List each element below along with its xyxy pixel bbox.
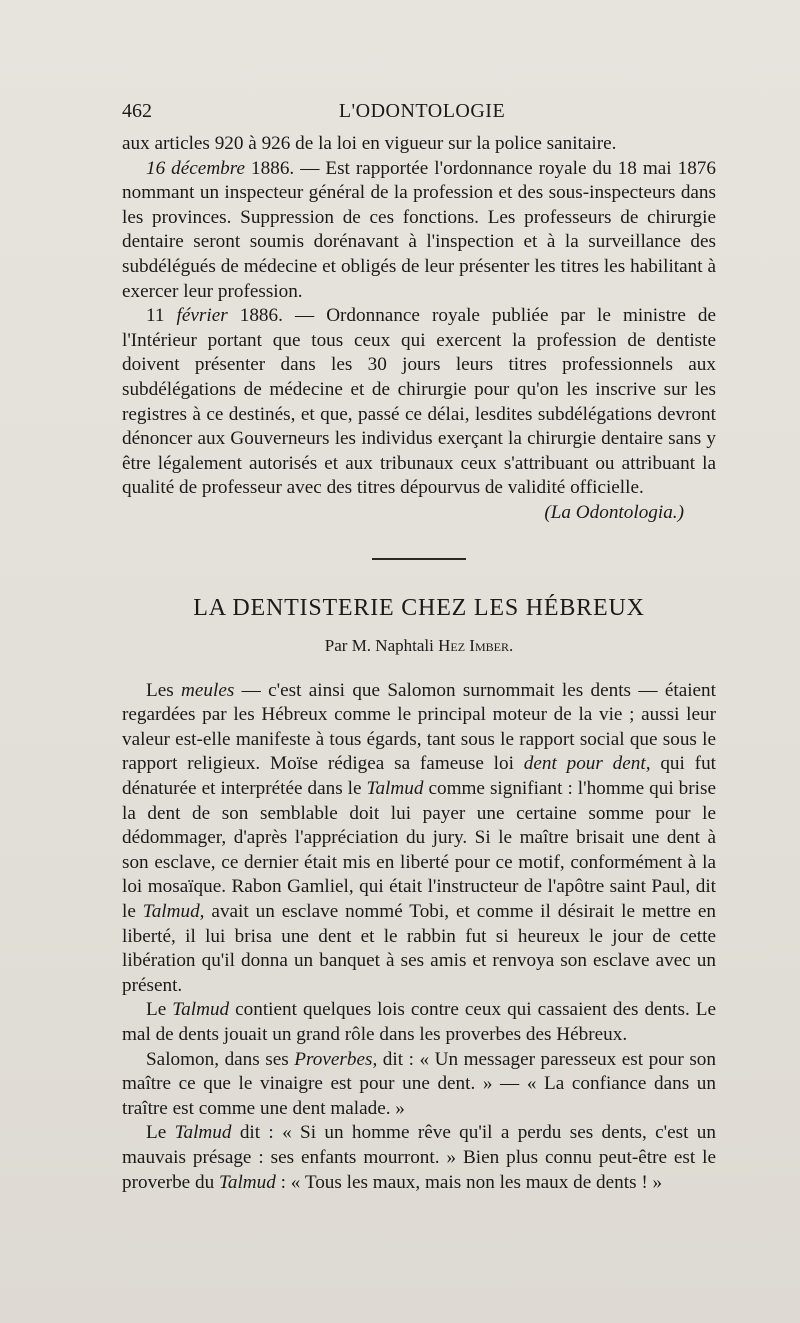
italic-term: meules bbox=[181, 679, 235, 701]
article-title: LA DENTISTERIE CHEZ LES HÉBREUX bbox=[193, 594, 645, 621]
author-name: Hez Imber. bbox=[438, 636, 514, 656]
text-run: dit : « Si un homme rêve qu'il a perdu ses dents, c'est un mauvais présage : ses enfants mourront. » Bien plus connu peut-être est le proverbe du bbox=[122, 1122, 716, 1193]
paragraph bbox=[122, 132, 716, 157]
text-run: — c'est ainsi que Salomon surnommait les dents — étaient regardées par les Hébreux comme le principal moteur de la vie ; aussi leur valeur est-elle manifeste à tous égards, tant sous le rapport social que sous le rapport religieux. Moïse rédigea sa fameuse loi bbox=[122, 679, 716, 775]
italic-term: Talmud bbox=[366, 778, 424, 800]
page-number: 462 bbox=[122, 100, 152, 122]
text-run: Les bbox=[146, 679, 182, 701]
text-run: 1886. — Ordonnance royale publiée par le ministre de l'Intérieur portant que tous ceux qui exercent la profession de dentiste doivent présenter dans les 30 jours leurs titres professionnels aux subdélégations de médecine et de chirurgie pour qu'on les inscrive sur les registres à ce destinés, et que, passé ce délai, lesdites subdélégations devront dénoncer aux Gouverneurs les individus exerçant la chirurgie dentaire sans y être légalement autorisés et aux tribunaux ceux s'attribuant ou attribuant la qualité de professeur avec des titres dépourvus de validité officielle. bbox=[122, 305, 716, 499]
text-run: 1886. — Est rapportée l'ordonnance royale du 18 mai 1876 nommant un inspecteur général de la profession et des sous-inspecteurs dans les provinces. Suppression de ces fonctions. Les professeurs de chirurgie dentaire seront soumis dorénavant à l'inspection et à la surveillance des subdélégués de médecine et obligés de leur présenter les titres les habilitant à exercer leur profession. bbox=[122, 157, 716, 302]
italic-term: dent pour dent, bbox=[523, 753, 651, 775]
text-run: comme signifiant : l'homme qui brise la dent de son semblable doit lui payer une certaine somme pour le dédommager, d'après l'appréciation du jury. Si le maître brisait une dent à son esclave, ce dernier était mis en liberté pour ce motif, conformément à la loi mosaïque. Rabon Gamliel, qui était l'instructeur de l'apôtre saint Paul, dit le bbox=[122, 778, 716, 923]
paragraph bbox=[122, 157, 716, 305]
text-run: Salomon, dans ses bbox=[146, 1048, 295, 1070]
text-run: contient quelques lois contre ceux qui cassaient des dents. Le mal de dents jouait un grand rôle dans les proverbes des Hébreux. bbox=[122, 999, 716, 1045]
italic-term: Talmud bbox=[218, 1171, 276, 1193]
text-column bbox=[122, 132, 716, 1195]
date-italic: 16 décembre bbox=[146, 157, 246, 179]
byline-prefix: Par M. Naphtali bbox=[324, 636, 439, 656]
section-divider bbox=[372, 558, 466, 560]
paragraph bbox=[122, 1048, 716, 1122]
paragraph bbox=[122, 304, 716, 501]
date-italic: février bbox=[176, 305, 228, 327]
text-run: Le bbox=[146, 1122, 175, 1144]
text-run: dit : « Un messager paresseux est pour son maître ce que le vinaigre est pour une dent. » — « La confiance dans un traître est comme une dent malade. » bbox=[122, 1048, 716, 1119]
byline bbox=[122, 634, 716, 659]
page-header bbox=[122, 100, 722, 130]
paragraph bbox=[122, 1121, 716, 1195]
italic-term: Talmud, bbox=[142, 901, 205, 923]
date-number: 11 bbox=[146, 305, 165, 327]
text-run: Le bbox=[146, 999, 173, 1021]
text-run: : « Tous les maux, mais non les maux de dents ! » bbox=[275, 1171, 663, 1193]
paragraph bbox=[122, 679, 716, 999]
running-title: L'ODONTOLOGIE bbox=[338, 100, 506, 122]
source-citation: (La Odontologia.) bbox=[544, 501, 684, 523]
italic-term: Talmud bbox=[174, 1122, 232, 1144]
italic-term: Proverbes, bbox=[294, 1048, 378, 1070]
text-run: qui fut dénaturée et interprétée dans le bbox=[122, 753, 716, 800]
paragraph bbox=[122, 998, 716, 1047]
text-run: avait un esclave nommé Tobi, et comme il désirait le mettre en liberté, il lui brisa une dent et le rabbin fut si heureux le jour de cette libération qu'il donna un banquet à ses amis et renvoya son esclave avec un présent. bbox=[122, 901, 716, 996]
italic-term: Talmud bbox=[172, 999, 230, 1021]
text-run: aux articles 920 à 926 de la loi en vigueur sur la police sanitaire. bbox=[122, 133, 617, 154]
